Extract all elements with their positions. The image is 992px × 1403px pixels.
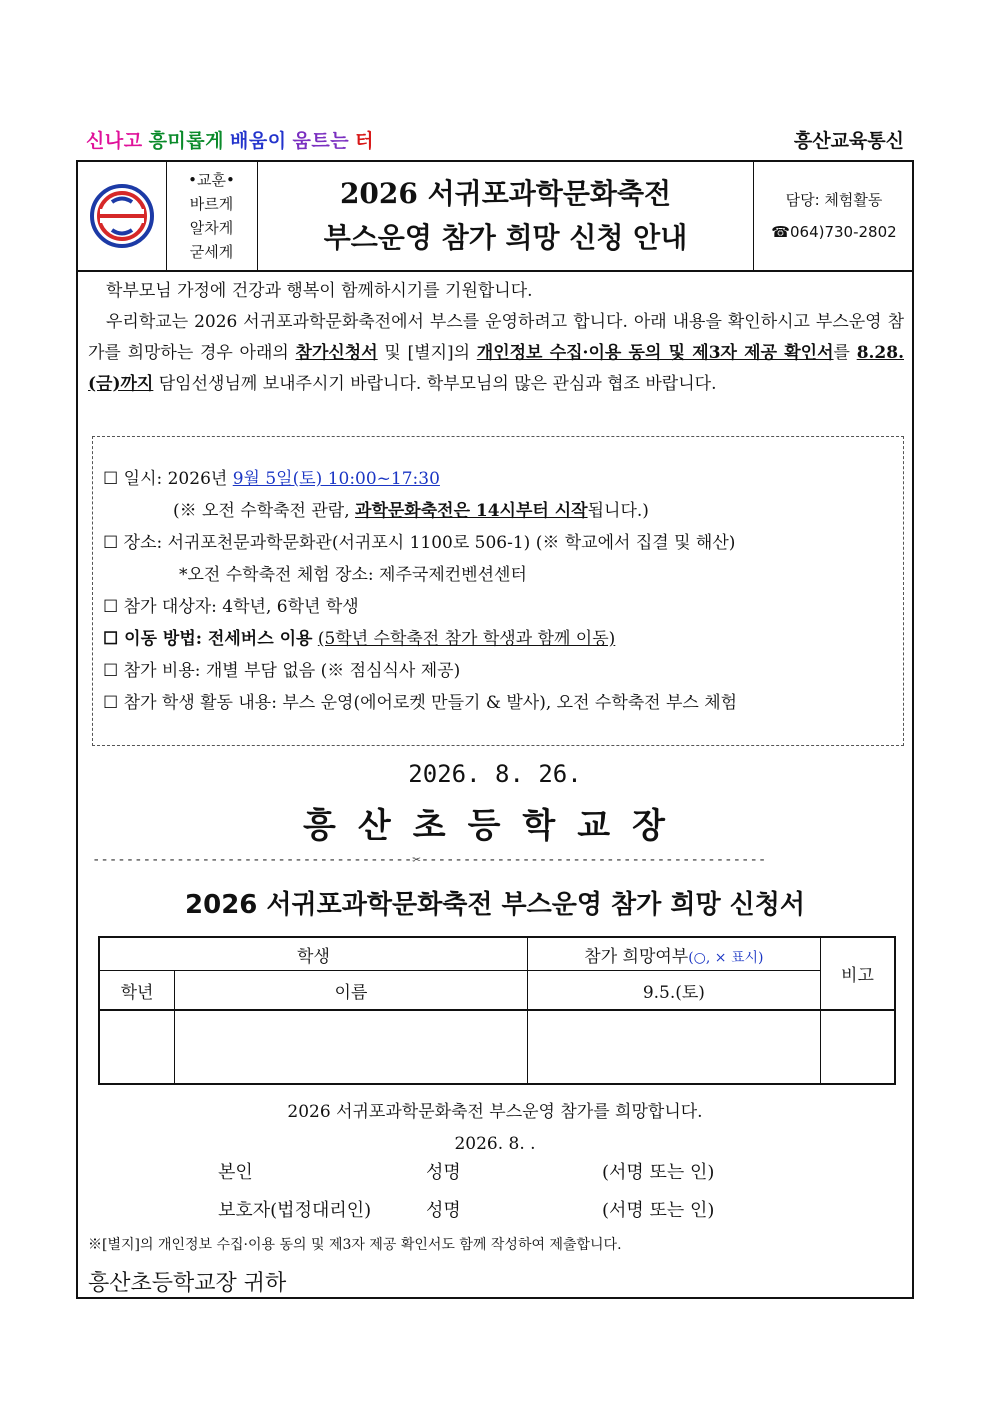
motto-line: 알차게 — [189, 219, 234, 237]
title-line-2: 부스운영 참가 희망 신청 안내 — [323, 221, 688, 254]
cut-line: --------------------------------------✂----------------------------------------- — [92, 852, 767, 868]
school-logo-cell — [78, 162, 167, 270]
slogan-word: 흥미롭게 — [148, 130, 224, 152]
date-note-b: 과학문화축전은 14시부터 시작 — [355, 501, 588, 521]
detail-activity: ☐ 참가 학생 활동 내용: 부스 운영(에어로켓 만들기 & 발사), 오전 수학축전 부스 체험 — [103, 693, 738, 713]
wish-note: (○, × 표시) — [688, 949, 764, 966]
intro-paragraph — [88, 307, 904, 400]
issue-date: 2026. 8. 26. — [408, 760, 582, 788]
contact-info — [754, 162, 914, 270]
contact-person: 담당: 체험활동 — [785, 191, 883, 209]
intro-text-e: 를 — [833, 343, 857, 363]
deadline: 8.28.(금)까지 — [88, 343, 905, 394]
guardian-name-label: 성명 — [426, 1200, 461, 1221]
guardian-sign-hint: (서명 또는 인) — [602, 1200, 715, 1221]
header-remarks: 비고 — [820, 937, 895, 1010]
header-date: 9.5.(토) — [527, 971, 820, 1011]
notice-title — [258, 162, 754, 270]
notice-header — [78, 162, 912, 272]
header-grade: 학년 — [99, 971, 175, 1011]
school-logo-icon — [78, 162, 166, 270]
header-student: 학생 — [99, 937, 527, 971]
school-motto — [166, 162, 258, 270]
guardian-label: 보호자(법정대리인) — [218, 1200, 372, 1221]
header-name: 이름 — [175, 971, 528, 1011]
addressee: 흥산초등학교장 귀하 — [88, 1271, 287, 1296]
school-slogan — [86, 126, 380, 153]
sign-date: 2026. 8. . — [454, 1134, 536, 1154]
motto-line: 굳세게 — [189, 243, 234, 261]
self-name-label: 성명 — [426, 1162, 461, 1183]
intro-text-a: 우리학교는 2026 서귀포과학문화축전에서 부스를 운영하려고 합니다. 아래 내용을 확인하시고 부스운영 참가를 희망하는 경우 아래의 — [88, 312, 904, 363]
transport-note: (5학년 수학축전 참가 학생과 함께 이동) — [317, 629, 616, 649]
principal-name: 흥산초등학교장 — [303, 806, 687, 846]
detail-target: ☐ 참가 대상자: 4학년, 6학년 학생 — [103, 597, 359, 617]
grade-input-cell[interactable] — [99, 1010, 175, 1084]
self-sign-hint: (서명 또는 인) — [602, 1162, 715, 1183]
slogan-word: 배움이 — [229, 130, 287, 152]
confirmation — [78, 1096, 912, 1160]
date-value: 9월 5일(토) 10:00~17:30 — [232, 469, 440, 489]
detail-place-note: *오전 수학축전 체험 장소: 제주국제컨벤션센터 — [179, 565, 527, 585]
detail-transport — [103, 623, 737, 655]
notice-frame — [76, 160, 914, 1299]
newsletter-name: 흥산교육통신 — [793, 130, 904, 152]
event-details-box — [92, 436, 904, 746]
form-title: 2026 서귀포과학문화축전 부스운영 참가 희망 신청서 — [185, 890, 805, 920]
wish-input-cell[interactable] — [527, 1010, 820, 1084]
remarks-input-cell[interactable] — [820, 1010, 895, 1084]
consent-form-ref: 개인정보 수집·이용 동의 및 제3자 제공 확인서 — [476, 343, 834, 363]
transport-label: ☐ 이동 방법: 전세버스 이용 — [103, 629, 313, 649]
detail-place: ☐ 장소: 서귀포천문과학문화관(서귀포시 1100로 506-1) (※ 학교에서 집결 및 해산) — [103, 533, 736, 553]
intro-text-c: 및 [별지]의 — [377, 343, 477, 363]
header-wish — [527, 937, 820, 971]
name-input-cell[interactable] — [175, 1010, 528, 1084]
slogan-word: 신나고 — [86, 130, 143, 152]
submission-note: ※[별지]의 개인정보 수집·이용 동의 및 제3자 제공 확인서도 함께 작성하여 제출합니다. — [88, 1237, 622, 1253]
confirm-text: 2026 서귀포과학문화축전 부스운영 참가를 희망합니다. — [287, 1102, 703, 1122]
intro-text-g: 담임선생님께 보내주시기 바랍니다. 학부모님의 많은 관심과 협조 바랍니다. — [153, 374, 717, 394]
detail-cost: ☐ 참가 비용: 개별 부담 없음 (※ 점심식사 제공) — [103, 661, 461, 681]
date-note-a: (※ 오전 수학축전 관람, — [173, 501, 356, 521]
application-form-ref: 참가신청서 — [295, 343, 378, 363]
motto-line: 바르게 — [189, 195, 234, 213]
greeting: 학부모님 가정에 건강과 행복이 함께하시기를 기원합니다. — [106, 281, 533, 301]
title-line-1: 2026 서귀포과학문화축전 — [339, 177, 672, 210]
date-label: ☐ 일시: 2026년 — [103, 469, 233, 489]
application-table — [98, 936, 896, 1085]
slogan-word: 터 — [355, 130, 374, 152]
date-note-c: 됩니다.) — [587, 501, 649, 521]
self-label: 본인 — [218, 1162, 253, 1183]
contact-phone: ☎064)730-2802 — [771, 223, 897, 241]
detail-date — [103, 463, 737, 495]
motto-line: •교훈• — [188, 171, 235, 189]
wish-label: 참가 희망여부 — [584, 946, 689, 967]
slogan-word: 움트는 — [292, 130, 350, 152]
detail-date-note — [103, 495, 737, 527]
intro-text — [88, 276, 904, 400]
